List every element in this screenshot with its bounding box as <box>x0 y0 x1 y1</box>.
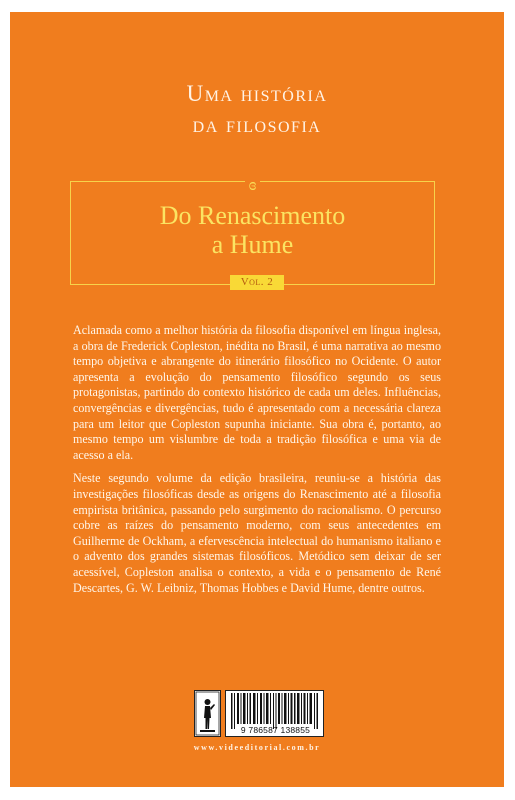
volume-title-line-1: Do Renascimento <box>159 201 346 230</box>
synopsis-paragraph-1: Aclamada como a melhor história da filosofia disponível em língua inglesa, a obra de Frederick Copleston, inédita no Brasil, é uma narrativa ao mesmo tempo objetiva e abrangente do itinerário filosófico no Ocidente. O autor apresenta a evolução do pensamento filosófico segundo os seus protagonistas, partindo do contexto histórico de cada um deles. Influências, convergências e divergências, tudo é apresentado com a necessária clareza para um leitor que Copleston supunha iniciante. Sua obra é, portanto, ao mesmo tempo um vislumbre de toda a tradição filosófica e uma via de acesso a ela. <box>73 323 441 462</box>
volume-title-line-2: a Hume <box>211 230 294 259</box>
barcode-digits: 9 786587 138855 <box>240 725 311 735</box>
volume-title-frame <box>70 175 435 288</box>
series-title-line-2: da filosofia <box>192 112 322 137</box>
publisher-logo-figure <box>195 691 220 736</box>
volume-title <box>71 201 434 259</box>
synopsis-paragraph-2: Neste segundo volume da edição brasileira, reuniu-se a história das investigações filosóficas desde as origens do Renascimento até a filosofia empirista britânica, passando pelo surgimento do racionalismo. O percurso cobre as raízes do pensamento moderno, com seus antecedentes em Guilherme de Ockham, a efervescência intelectual do humanismo italiano e o advento dos grandes sistemas filosóficos. Metódico sem deixar de ser acessível, Copleston analisa o contexto, a vida e o pensamento de René Descartes, G. W. Leibniz, Thomas Hobbes e David Hume, dentre outros. <box>73 471 441 595</box>
volume-number-badge: Vol. 2 <box>230 275 284 290</box>
series-title-line-1: Uma história <box>186 81 328 106</box>
barcode-bars <box>227 693 324 729</box>
synopsis-text <box>73 323 441 604</box>
publisher-website: www.videeditorial.com.br <box>193 743 321 752</box>
book-back-cover <box>10 12 504 787</box>
isbn-barcode <box>225 690 324 737</box>
series-title <box>10 78 504 140</box>
publisher-logo-icon <box>194 690 221 737</box>
ornament-icon: ɞ <box>71 176 434 194</box>
publisher-block <box>194 690 324 737</box>
